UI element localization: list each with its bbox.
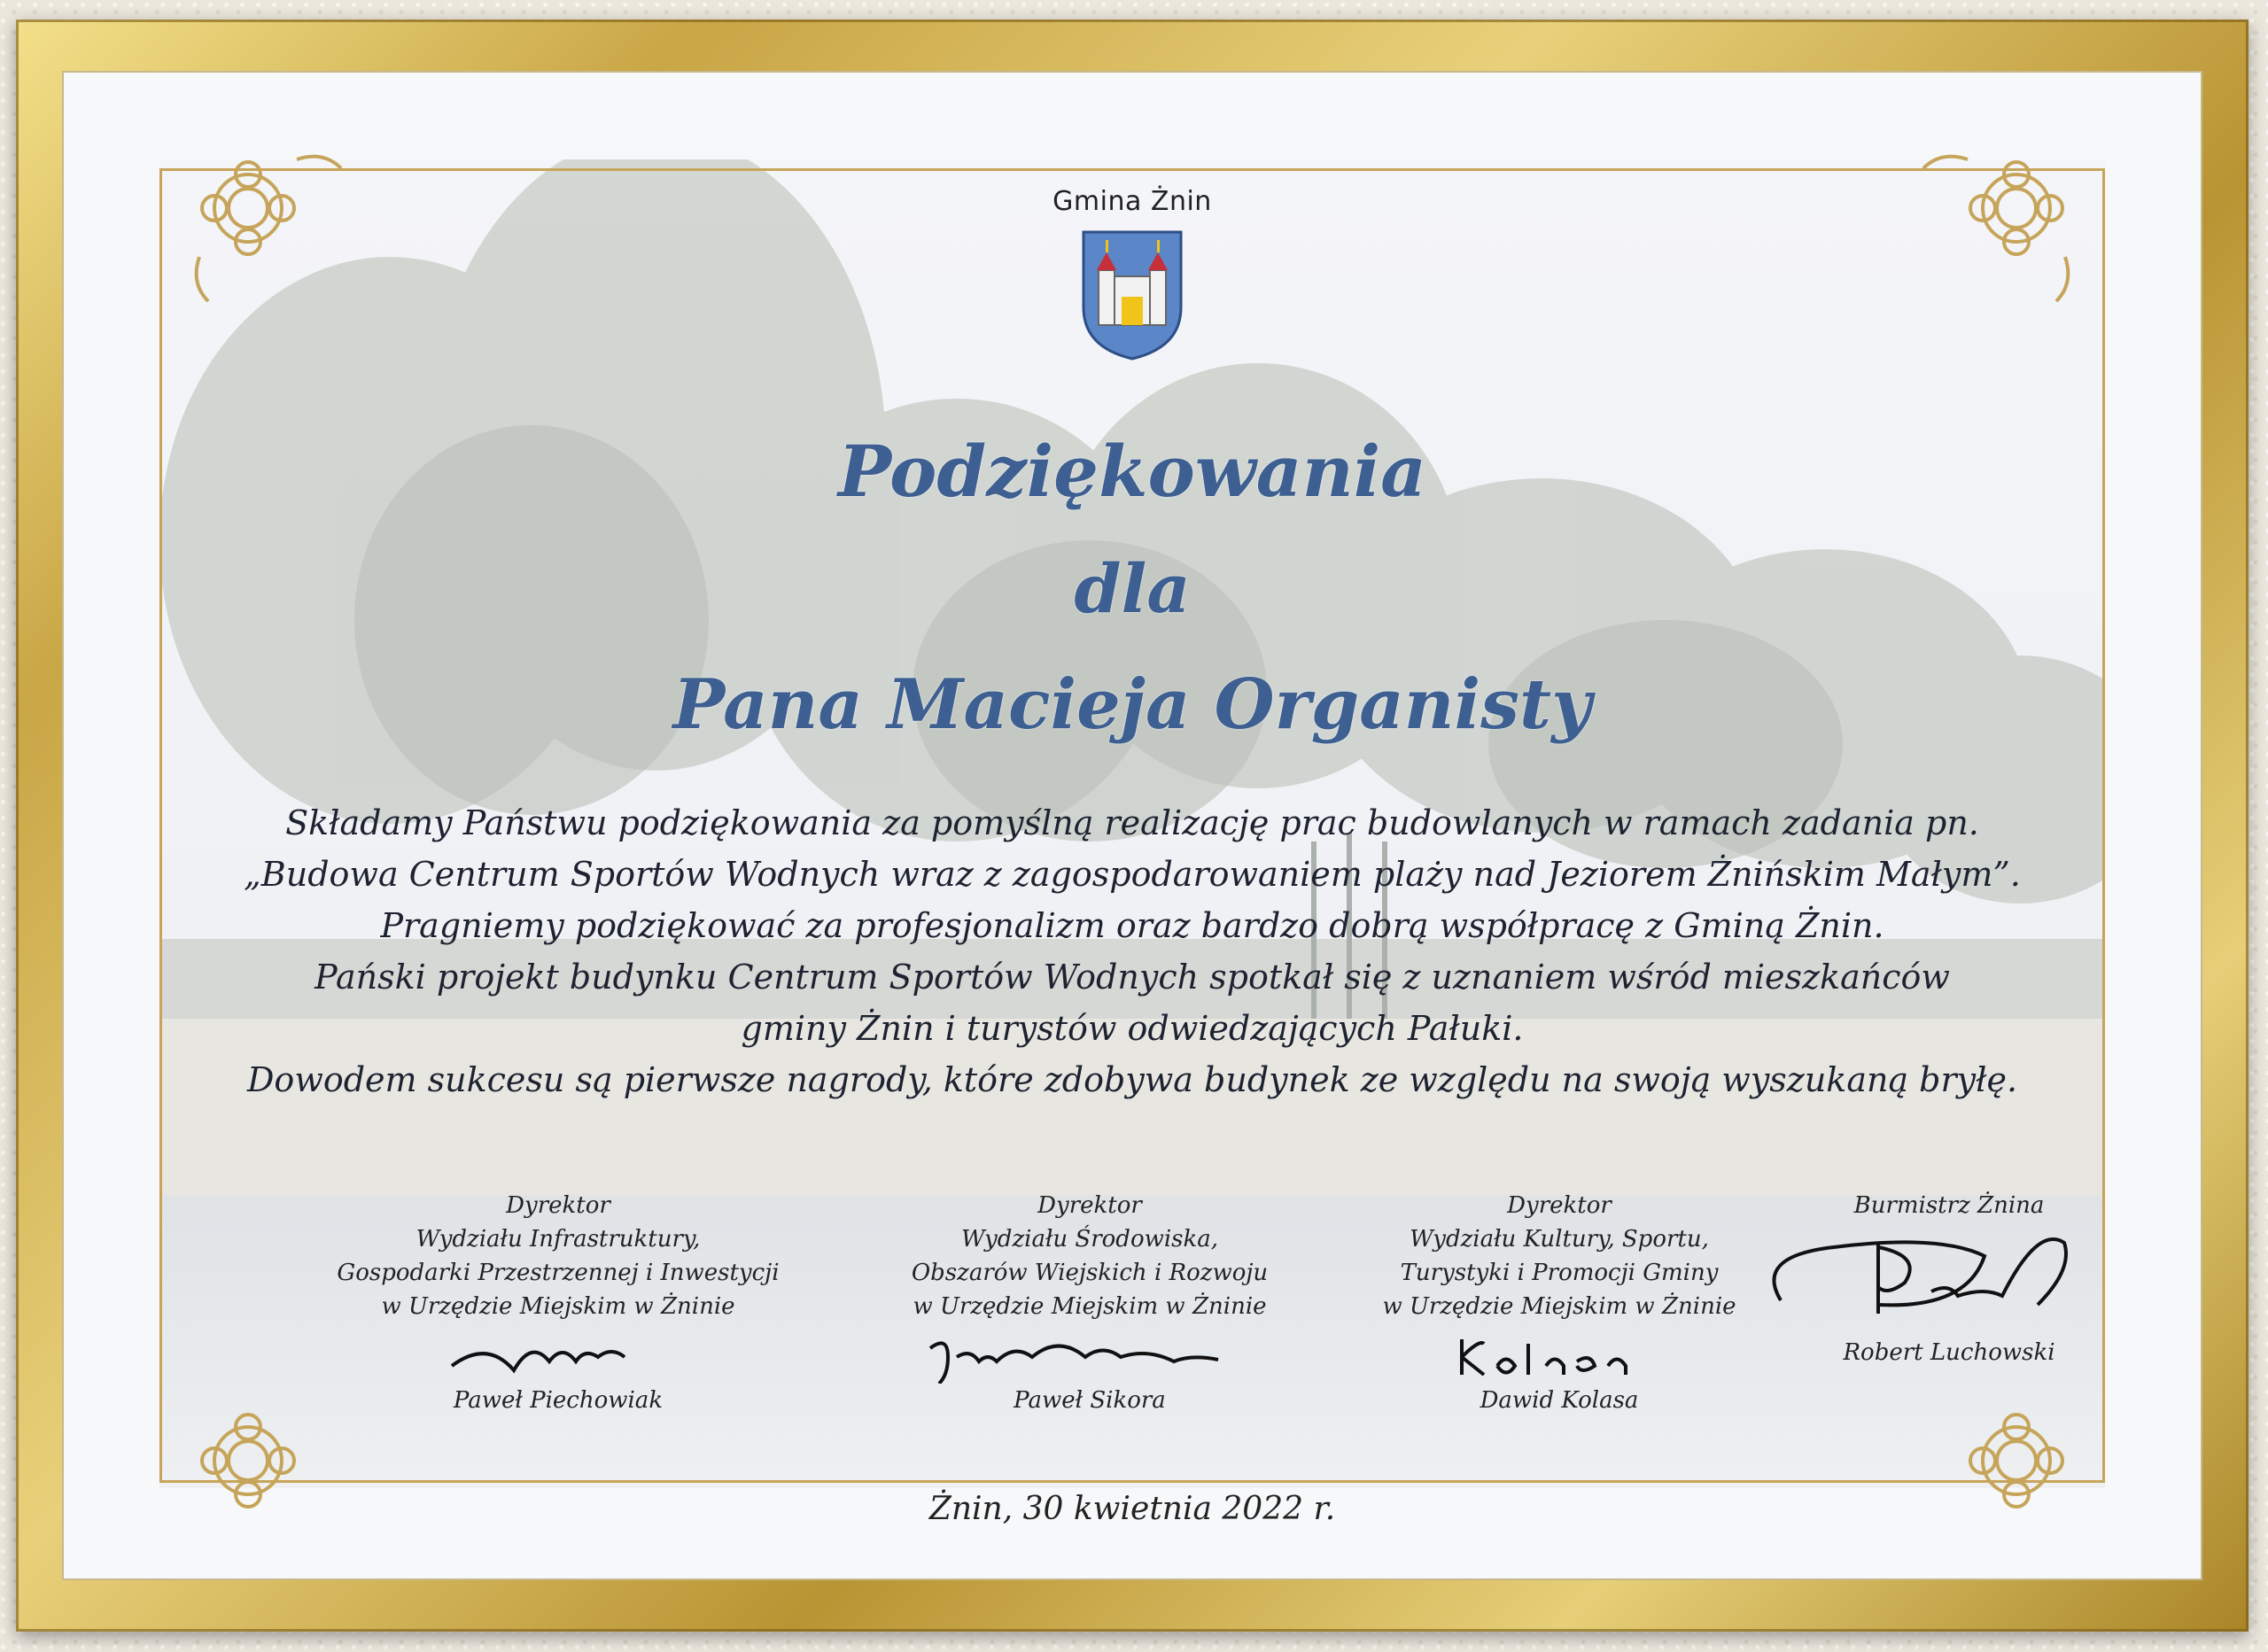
signatory-name: Dawid Kolasa	[1480, 1387, 1639, 1414]
body-line: Pragniemy podziękować za profesjonalizm oraz bardzo dobrą współpracę z Gminą Żnin.	[380, 906, 1884, 945]
role-line: Dyrektor	[1507, 1192, 1612, 1219]
handwritten-signature-icon	[1444, 1330, 1674, 1384]
body-line: „Budowa Centrum Sportów Wodnych wraz z zagospodarowaniem plaży nad Jeziorem Żnińskim Małym”.	[244, 855, 2021, 894]
municipality-logo	[62, 186, 2202, 361]
coat-of-arms-icon	[1079, 228, 1185, 361]
role-line: Gospodarki Przestrzennej i Inwestycji	[337, 1260, 780, 1286]
role-line: w Urzędzie Miejskim w Żninie	[913, 1293, 1267, 1320]
body-line: Składamy Państwu podziękowania za pomyślną realizację prac budowlanych w ramach zadania pn.	[285, 803, 1979, 842]
signatory-2	[824, 1189, 1355, 1417]
signatory-role	[1728, 1189, 2171, 1222]
role-line: Obszarów Wiejskich i Rozwoju	[911, 1260, 1269, 1286]
signatory-role	[824, 1189, 1355, 1323]
body-text	[221, 797, 2043, 1105]
gold-picture-frame	[16, 19, 2249, 1632]
role-line: Wydziału Infrastruktury,	[416, 1226, 701, 1253]
handwritten-signature-icon	[443, 1330, 673, 1384]
role-line: Turystyki i Promocji Gminy	[1400, 1260, 1719, 1286]
body-line: gminy Żnin i turystów odwiedzających Pałuki.	[741, 1009, 1524, 1048]
certificate-paper	[62, 71, 2202, 1580]
role-line: Burmistrz Żnina	[1853, 1192, 2045, 1219]
body-line: Dowodem sukcesu są pierwsze nagrody, które zdobywa budynek ze względu na swoją wyszukaną bryłę.	[246, 1060, 2018, 1099]
role-line: Dyrektor	[1037, 1192, 1142, 1219]
handwritten-signature-icon	[1754, 1229, 2144, 1336]
handwritten-signature-icon	[921, 1330, 1258, 1384]
signatory-role	[284, 1189, 833, 1323]
body-line: Pański projekt budynku Centrum Sportów Wodnych spotkał się z uznaniem wśród mieszkańców	[315, 958, 1950, 997]
signatory-name: Paweł Sikora	[1014, 1387, 1166, 1414]
title-line-1: Podziękowania	[838, 430, 1426, 513]
signatory-name: Robert Luchowski	[1843, 1339, 2055, 1366]
signatory-4	[1728, 1189, 2171, 1369]
title-line-2: dla	[1074, 549, 1191, 628]
issue-date: Żnin, 30 kwietnia 2022 r.	[928, 1491, 1336, 1527]
role-line: w Urzędzie Miejskim w Żninie	[1382, 1293, 1736, 1320]
role-line: Wydziału Środowiska,	[960, 1226, 1219, 1253]
role-line: w Urzędzie Miejskim w Żninie	[381, 1293, 735, 1320]
signatory-1	[284, 1189, 833, 1417]
logo-text: Gmina Żnin	[1052, 186, 1212, 217]
role-line: Dyrektor	[506, 1192, 610, 1219]
role-line: Wydziału Kultury, Sportu,	[1410, 1226, 1709, 1253]
signatory-name: Paweł Piechowiak	[453, 1387, 664, 1414]
recipient-name: Pana Macieja Organisty	[672, 664, 1592, 745]
